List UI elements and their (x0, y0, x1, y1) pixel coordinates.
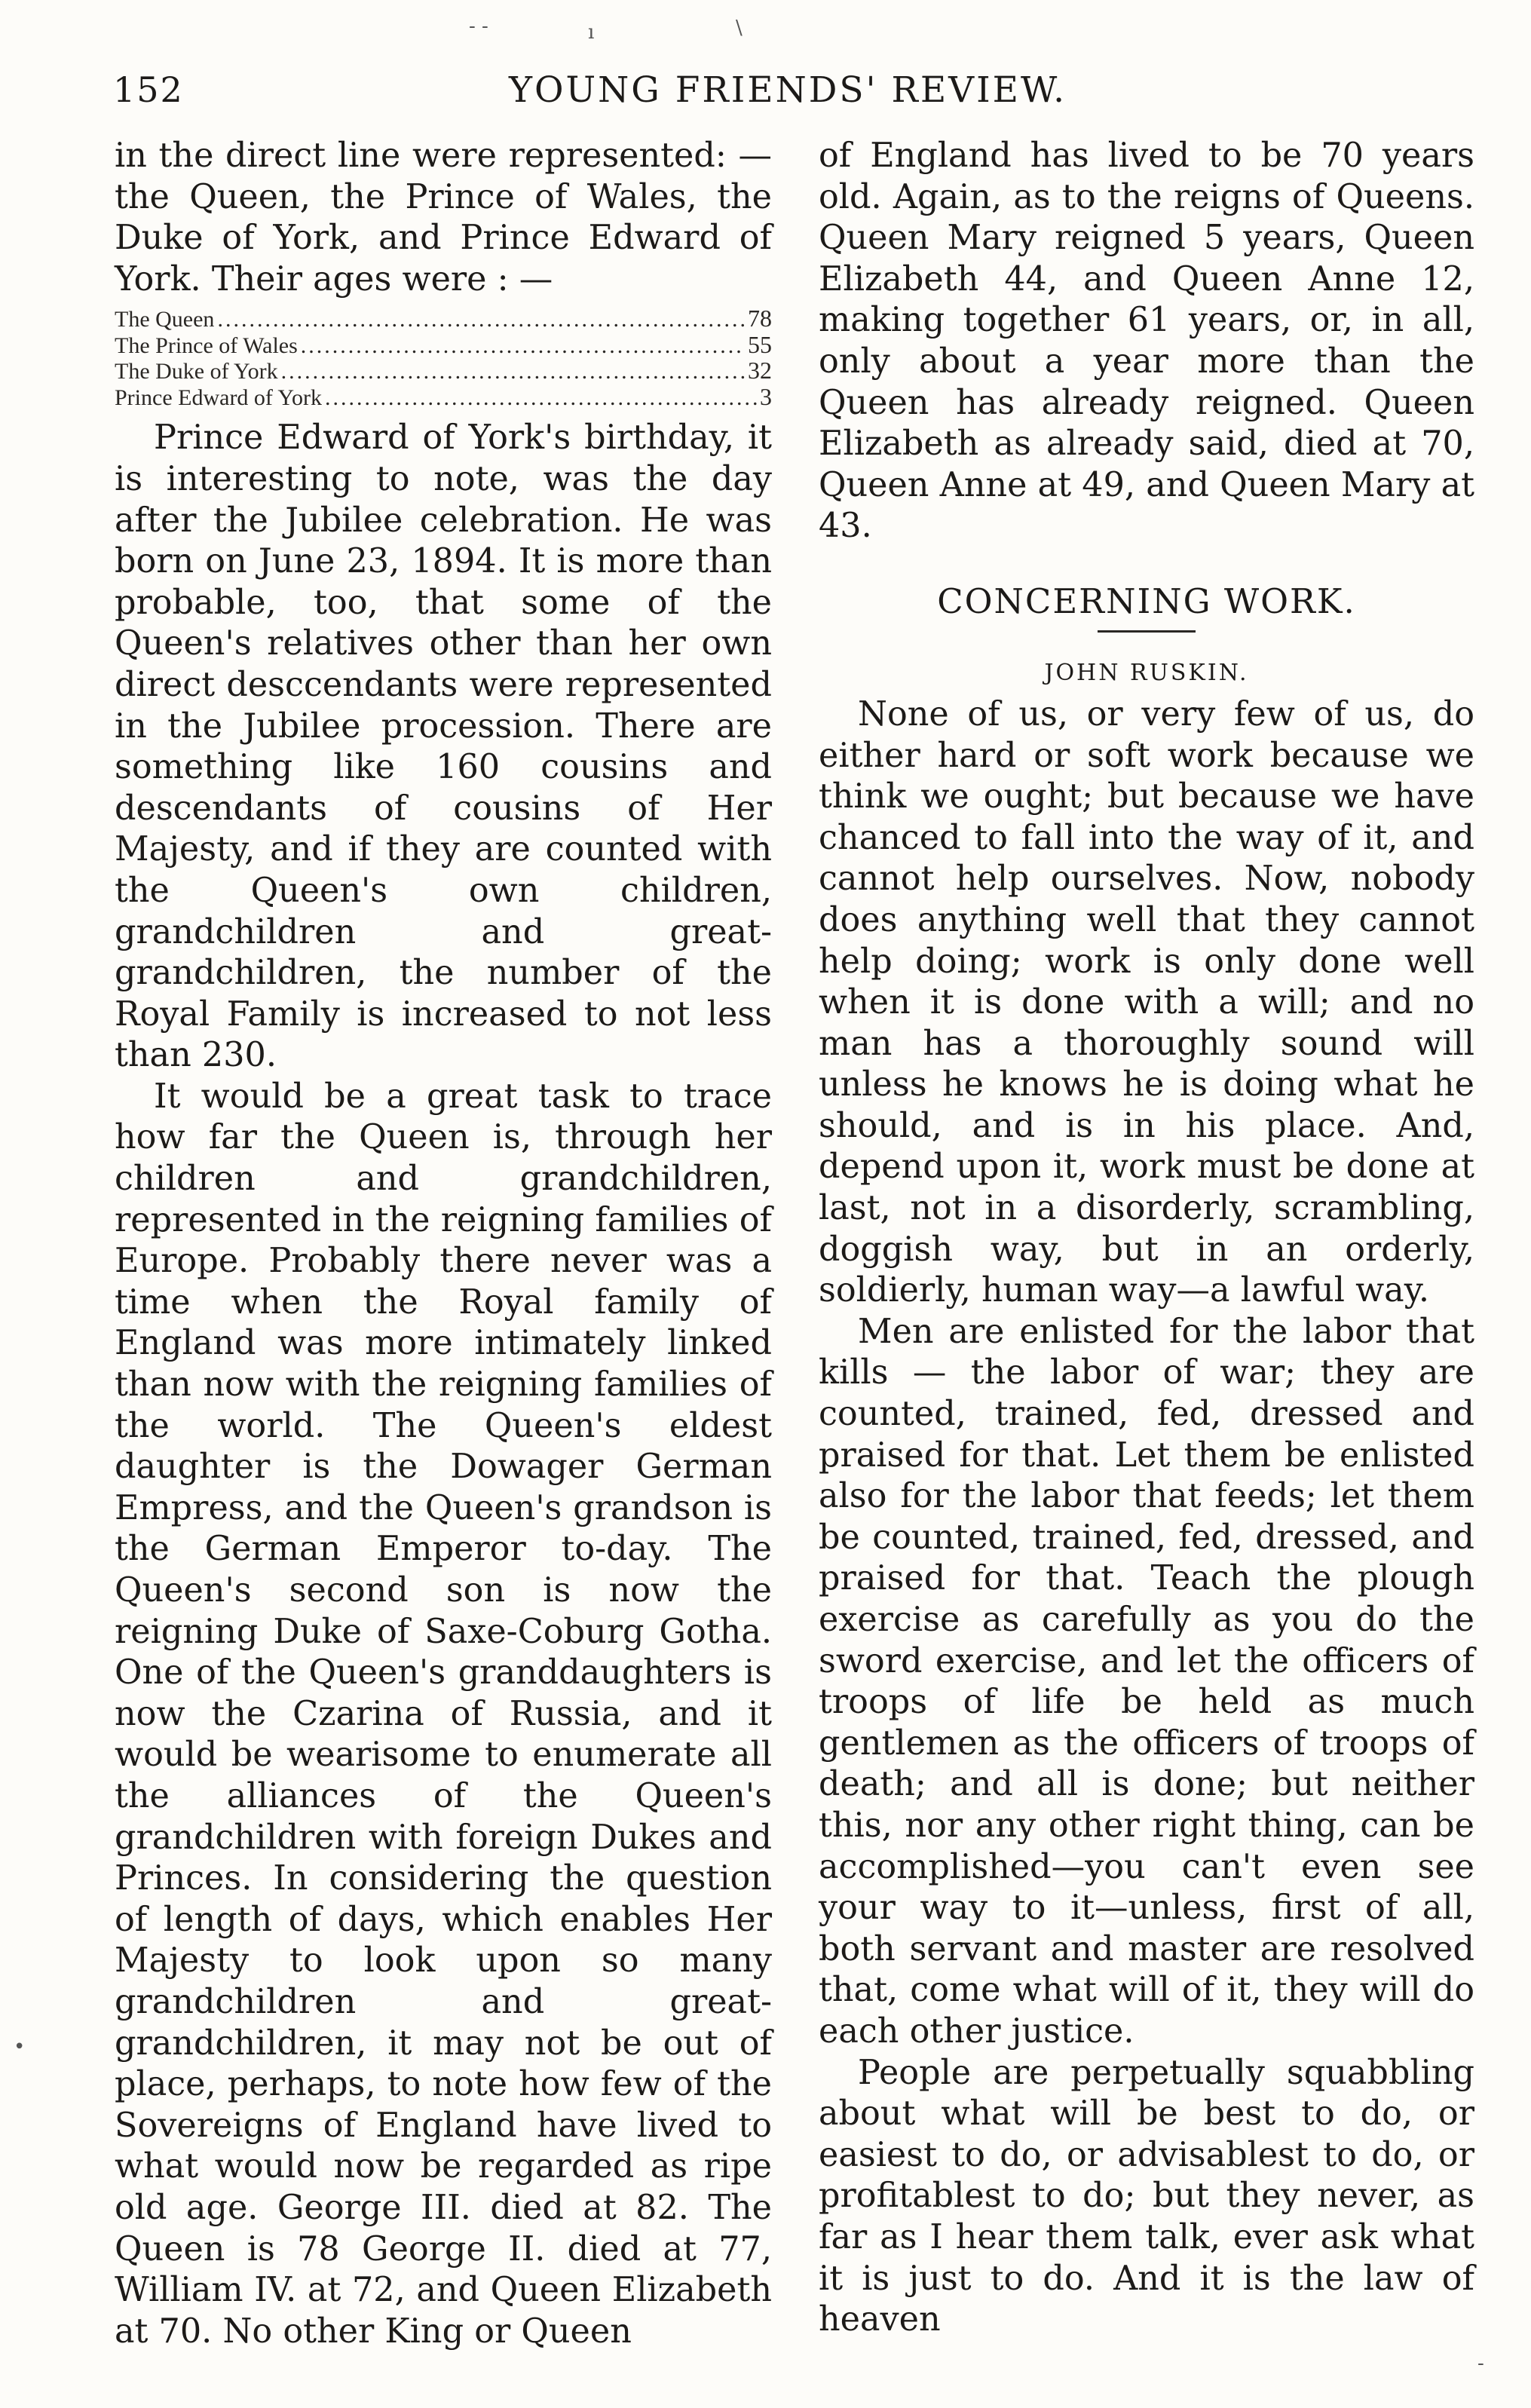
age-row (115, 332, 772, 359)
leader-dots (325, 385, 757, 411)
age-value: 32 (748, 357, 772, 384)
age-row (115, 306, 772, 332)
article-byline: JOHN RUSKIN. (1044, 659, 1249, 686)
age-value: 78 (748, 305, 772, 332)
scan-speck: - (1477, 2352, 1484, 2375)
ages-table (115, 306, 772, 410)
scan-speck: ı (588, 21, 595, 44)
age-name: The Prince of Wales (115, 332, 298, 358)
body-paragraph: It would be a great task to trace how far the Queen is, through her children and grandchildren, represented in the reigning families of Europe. Probably there never was a time when the Royal family of England was more intimately linked than now with the reigning families of the world. The Queen's eldest daughter is the Dowager German Empress, and the Queen's grandson is the German Emperor to-day. The Queen's second son is now the reigning Duke of Saxe-Coburg Gotha. One of the Queen's granddaughters is now the Czarina of Russia, and it would be wearisome to enumerate all the alliances of the Queen's grandchildren with foreign Dukes and Princes. In considering the question of length of days, which enables Her Majesty to look upon so many grandchildren and great-grandchildren, it may not be out of place, perhaps, to note how few of the Sovereigns of England have lived to what would now be regarded as ripe old age. George III. died at 82. The Queen is 78 George II. died at 77, William IV. at 72, and Queen Elizabeth at 70. No other King or Queen (115, 1077, 772, 2351)
right-column (819, 136, 1474, 2341)
age-name: The Queen (115, 307, 215, 332)
age-row (115, 358, 772, 384)
leader-dots (281, 359, 745, 384)
left-column (115, 136, 772, 2352)
scan-speck: • (14, 2036, 26, 2058)
article-title: CONCERNING WORK. (937, 581, 1356, 621)
journal-title: YOUNG FRIENDS' REVIEW. (508, 69, 1067, 111)
scan-speck: \ (736, 17, 743, 39)
page-header (113, 69, 1462, 122)
age-name: Prince Edward of York (115, 384, 322, 410)
scan-speck: - - (469, 15, 488, 38)
body-paragraph: Men are enlisted for the labor that kills — the labor of war; they are counted, trained, fed, dressed and praised for that. Let them be enlisted also for the labor that feeds; let them be counted, trained, fed, dressed, and praised for that. Teach the plough exercise as carefully as you do the sword exercise, and let the officers of troops of life be held as much gentlemen as the officers of troops of death; and all is done; but neither this, nor any other right thing, can be accomplished—you can't even see your way to it—unless, first of all, both servant and master are resolved that, come what will of it, they will do each other justice. (819, 1312, 1474, 2051)
leader-dots (301, 333, 745, 359)
body-paragraph: Prince Edward of York's birthday, it is interesting to note, was the day after the Jubilee celebration. He was born on June 23, 1894. It is more than probable, too, that some of the Queen's relatives other than her own direct desccendants were represented in the Jubilee procession. There are something like 160 cousins and descendants of cousins of Her Majesty, and if they are counted with the Queen's own children, grandchildren and great-grandchildren, the number of the Royal Family is increased to not less than 230. (115, 418, 772, 1075)
intro-paragraph: in the direct line were represented: —the Queen, the Prince of Wales, the Duke of York, and Prince Edward of York. Their ages were : — (115, 136, 772, 299)
body-paragraph: None of us, or very few of us, do either hard or soft work because we think we ought; but because we have chanced to fall into the way of it, and cannot help ourselves. Now, nobody does anything well that they cannot help doing; work is only done well when it is done with a will; and no man has a thoroughly sound will unless he knows he is doing what he should, and is in his place. And, depend upon it, work must be done at last, not in a disorderly, scrambling, doggish way, but in an orderly, soldierly, human way—a lawful way. (819, 694, 1474, 1310)
body-paragraph: People are perpetually squabbling about what will be best to do, or easiest to do, or advisablest to do, or profitablest to do; but they never, as far as I hear them talk, ever ask what it is just to do. And it is the law of heaven (819, 2053, 1474, 2339)
page-number: 152 (113, 69, 184, 110)
age-value: 55 (748, 330, 772, 358)
title-rule (1098, 630, 1196, 633)
continuation-paragraph: of England has lived to be 70 years old. Again, as to the reigns of Queens. Queen Mary reigned 5 years, Queen Elizabeth 44, and Queen Anne 12, making together 61 years, or, in all, only about a year more than the Queen has already reigned. Queen Elizabeth as already said, died at 70, Queen Anne at 49, and Queen Mary at 43. (819, 136, 1474, 546)
age-value: 3 (760, 382, 772, 410)
leader-dots (217, 307, 745, 332)
age-name: The Duke of York (115, 359, 278, 384)
age-row (115, 384, 772, 411)
